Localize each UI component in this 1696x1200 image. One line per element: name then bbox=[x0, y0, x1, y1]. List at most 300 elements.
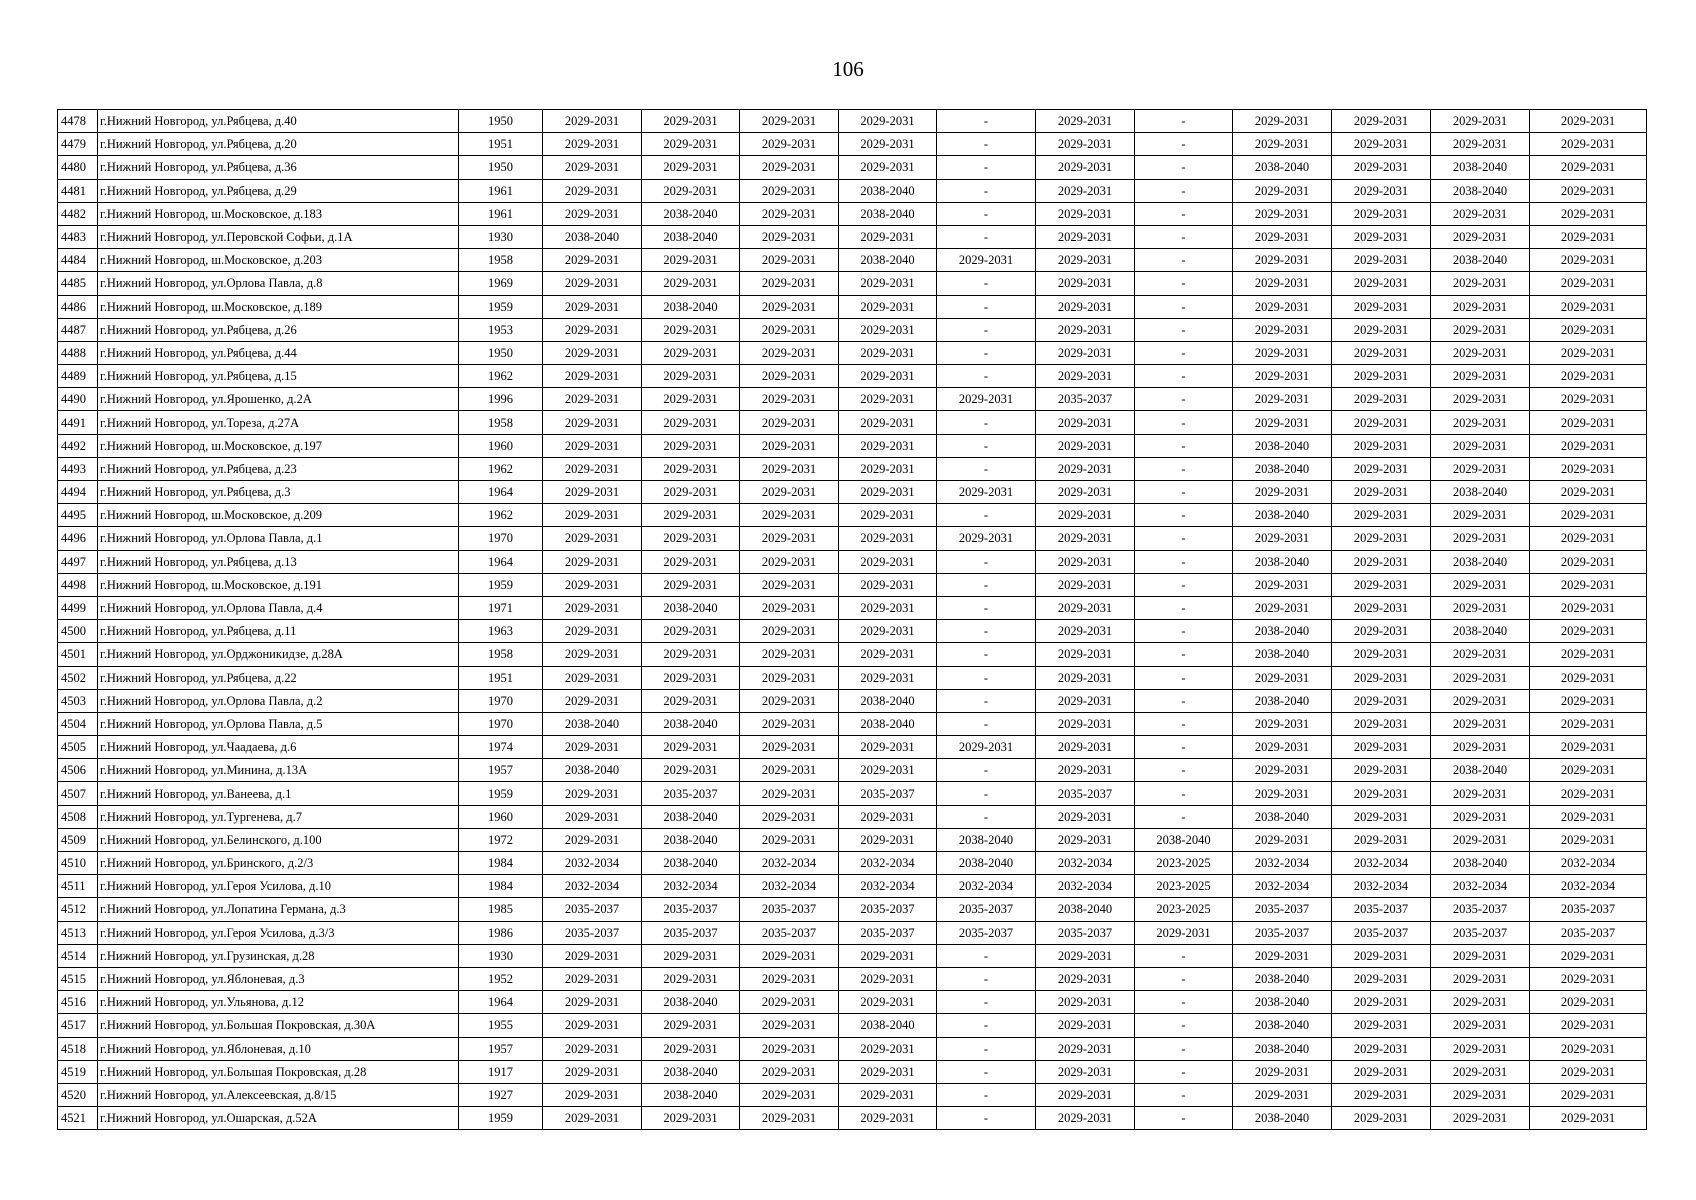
period-cell-10: 2029-2031 bbox=[1431, 504, 1530, 527]
period-cell-6: 2029-2031 bbox=[1036, 179, 1135, 202]
period-cell-4: 2029-2031 bbox=[839, 457, 937, 480]
period-cell-2: 2029-2031 bbox=[642, 759, 740, 782]
period-cell-3: 2029-2031 bbox=[740, 133, 839, 156]
row-number-cell: 4480 bbox=[58, 156, 98, 179]
period-cell-6: 2029-2031 bbox=[1036, 133, 1135, 156]
address-cell: г.Нижний Новгород, ул.Рябцева, д.13 bbox=[98, 550, 459, 573]
period-cell-2: 2038-2040 bbox=[642, 295, 740, 318]
year-built-cell: 1969 bbox=[459, 272, 543, 295]
period-cell-8: 2038-2040 bbox=[1233, 1037, 1332, 1060]
period-cell-7: - bbox=[1135, 318, 1233, 341]
period-cell-7: 2023-2025 bbox=[1135, 852, 1233, 875]
period-cell-1: 2029-2031 bbox=[543, 434, 642, 457]
address-cell: г.Нижний Новгород, ул.Яблоневая, д.3 bbox=[98, 967, 459, 990]
period-cell-8: 2038-2040 bbox=[1233, 550, 1332, 573]
period-cell-10: 2029-2031 bbox=[1431, 805, 1530, 828]
period-cell-2: 2038-2040 bbox=[642, 596, 740, 619]
period-cell-3: 2029-2031 bbox=[740, 967, 839, 990]
period-cell-10: 2029-2031 bbox=[1431, 1083, 1530, 1106]
year-built-cell: 1962 bbox=[459, 365, 543, 388]
period-cell-2: 2035-2037 bbox=[642, 921, 740, 944]
period-cell-9: 2029-2031 bbox=[1332, 828, 1431, 851]
period-cell-1: 2038-2040 bbox=[543, 225, 642, 248]
year-built-cell: 1961 bbox=[459, 202, 543, 225]
period-cell-7: - bbox=[1135, 620, 1233, 643]
period-cell-1: 2029-2031 bbox=[543, 1060, 642, 1083]
period-cell-4: 2029-2031 bbox=[839, 1060, 937, 1083]
table-row bbox=[58, 1060, 1647, 1083]
period-cell-8: 2029-2031 bbox=[1233, 411, 1332, 434]
table-row bbox=[58, 481, 1647, 504]
period-cell-4: 2029-2031 bbox=[839, 272, 937, 295]
period-cell-3: 2029-2031 bbox=[740, 249, 839, 272]
period-cell-8: 2038-2040 bbox=[1233, 434, 1332, 457]
address-cell: г.Нижний Новгород, ул.Орлова Павла, д.4 bbox=[98, 596, 459, 619]
table-row bbox=[58, 202, 1647, 225]
row-number-cell: 4494 bbox=[58, 481, 98, 504]
period-cell-3: 2032-2034 bbox=[740, 852, 839, 875]
period-cell-6: 2029-2031 bbox=[1036, 1083, 1135, 1106]
period-cell-3: 2029-2031 bbox=[740, 388, 839, 411]
period-cell-9: 2029-2031 bbox=[1332, 550, 1431, 573]
period-cell-8: 2029-2031 bbox=[1233, 573, 1332, 596]
period-cell-9: 2029-2031 bbox=[1332, 736, 1431, 759]
period-cell-11: 2029-2031 bbox=[1530, 759, 1647, 782]
page-number: 106 bbox=[832, 57, 864, 81]
address-cell: г.Нижний Новгород, ш.Московское, д.209 bbox=[98, 504, 459, 527]
period-cell-4: 2029-2031 bbox=[839, 434, 937, 457]
period-cell-11: 2029-2031 bbox=[1530, 481, 1647, 504]
period-cell-7: - bbox=[1135, 550, 1233, 573]
table-row bbox=[58, 736, 1647, 759]
period-cell-11: 2029-2031 bbox=[1530, 179, 1647, 202]
period-cell-6: 2029-2031 bbox=[1036, 967, 1135, 990]
period-cell-5: - bbox=[937, 1107, 1036, 1130]
row-number-cell: 4486 bbox=[58, 295, 98, 318]
table-row bbox=[58, 991, 1647, 1014]
period-cell-7: 2023-2025 bbox=[1135, 898, 1233, 921]
period-cell-7: - bbox=[1135, 944, 1233, 967]
period-cell-7: - bbox=[1135, 1107, 1233, 1130]
period-cell-7: - bbox=[1135, 272, 1233, 295]
table-row bbox=[58, 596, 1647, 619]
period-cell-9: 2029-2031 bbox=[1332, 179, 1431, 202]
period-cell-11: 2029-2031 bbox=[1530, 434, 1647, 457]
period-cell-6: 2029-2031 bbox=[1036, 272, 1135, 295]
period-cell-10: 2029-2031 bbox=[1431, 1107, 1530, 1130]
period-cell-10: 2029-2031 bbox=[1431, 388, 1530, 411]
period-cell-2: 2029-2031 bbox=[642, 341, 740, 364]
row-number-cell: 4510 bbox=[58, 852, 98, 875]
period-cell-8: 2038-2040 bbox=[1233, 1107, 1332, 1130]
period-cell-9: 2029-2031 bbox=[1332, 527, 1431, 550]
year-built-cell: 1958 bbox=[459, 249, 543, 272]
year-built-cell: 1962 bbox=[459, 504, 543, 527]
table-row bbox=[58, 388, 1647, 411]
period-cell-10: 2029-2031 bbox=[1431, 133, 1530, 156]
period-cell-2: 2029-2031 bbox=[642, 1107, 740, 1130]
period-cell-3: 2029-2031 bbox=[740, 202, 839, 225]
period-cell-9: 2029-2031 bbox=[1332, 1037, 1431, 1060]
period-cell-9: 2029-2031 bbox=[1332, 991, 1431, 1014]
period-cell-11: 2029-2031 bbox=[1530, 411, 1647, 434]
period-cell-9: 2029-2031 bbox=[1332, 573, 1431, 596]
period-cell-7: - bbox=[1135, 179, 1233, 202]
period-cell-2: 2029-2031 bbox=[642, 1037, 740, 1060]
period-cell-10: 2035-2037 bbox=[1431, 921, 1530, 944]
year-built-cell: 1952 bbox=[459, 967, 543, 990]
period-cell-1: 2029-2031 bbox=[543, 365, 642, 388]
period-cell-10: 2029-2031 bbox=[1431, 365, 1530, 388]
period-cell-10: 2038-2040 bbox=[1431, 550, 1530, 573]
period-cell-6: 2029-2031 bbox=[1036, 828, 1135, 851]
row-number-cell: 4491 bbox=[58, 411, 98, 434]
period-cell-6: 2029-2031 bbox=[1036, 805, 1135, 828]
year-built-cell: 1957 bbox=[459, 759, 543, 782]
period-cell-1: 2029-2031 bbox=[543, 643, 642, 666]
period-cell-6: 2029-2031 bbox=[1036, 249, 1135, 272]
address-cell: г.Нижний Новгород, ул.Алексеевская, д.8/15 bbox=[98, 1083, 459, 1106]
period-cell-2: 2029-2031 bbox=[642, 689, 740, 712]
period-cell-7: - bbox=[1135, 225, 1233, 248]
period-cell-5: - bbox=[937, 365, 1036, 388]
period-cell-1: 2035-2037 bbox=[543, 898, 642, 921]
period-cell-7: - bbox=[1135, 712, 1233, 735]
period-cell-7: - bbox=[1135, 411, 1233, 434]
year-built-cell: 1984 bbox=[459, 852, 543, 875]
period-cell-4: 2029-2031 bbox=[839, 1037, 937, 1060]
period-cell-3: 2029-2031 bbox=[740, 295, 839, 318]
period-cell-6: 2029-2031 bbox=[1036, 1037, 1135, 1060]
period-cell-10: 2029-2031 bbox=[1431, 341, 1530, 364]
period-cell-1: 2029-2031 bbox=[543, 179, 642, 202]
address-cell: г.Нижний Новгород, ул.Рябцева, д.29 bbox=[98, 179, 459, 202]
address-cell: г.Нижний Новгород, ш.Московское, д.189 bbox=[98, 295, 459, 318]
period-cell-1: 2029-2031 bbox=[543, 110, 642, 133]
year-built-cell: 1971 bbox=[459, 596, 543, 619]
table-row bbox=[58, 689, 1647, 712]
table-row bbox=[58, 110, 1647, 133]
table-row bbox=[58, 967, 1647, 990]
row-number-cell: 4495 bbox=[58, 504, 98, 527]
period-cell-2: 2038-2040 bbox=[642, 202, 740, 225]
row-number-cell: 4519 bbox=[58, 1060, 98, 1083]
period-cell-9: 2029-2031 bbox=[1332, 1083, 1431, 1106]
year-built-cell: 1958 bbox=[459, 643, 543, 666]
period-cell-4: 2032-2034 bbox=[839, 875, 937, 898]
period-cell-10: 2029-2031 bbox=[1431, 573, 1530, 596]
year-built-cell: 1960 bbox=[459, 805, 543, 828]
period-cell-2: 2038-2040 bbox=[642, 225, 740, 248]
period-cell-5: 2029-2031 bbox=[937, 388, 1036, 411]
period-cell-7: 2038-2040 bbox=[1135, 828, 1233, 851]
row-number-cell: 4496 bbox=[58, 527, 98, 550]
period-cell-1: 2029-2031 bbox=[543, 689, 642, 712]
period-cell-4: 2029-2031 bbox=[839, 550, 937, 573]
period-cell-11: 2029-2031 bbox=[1530, 388, 1647, 411]
period-cell-6: 2029-2031 bbox=[1036, 341, 1135, 364]
period-cell-1: 2029-2031 bbox=[543, 318, 642, 341]
period-cell-2: 2029-2031 bbox=[642, 967, 740, 990]
period-cell-1: 2032-2034 bbox=[543, 875, 642, 898]
period-cell-10: 2029-2031 bbox=[1431, 527, 1530, 550]
period-cell-9: 2029-2031 bbox=[1332, 318, 1431, 341]
period-cell-2: 2029-2031 bbox=[642, 1014, 740, 1037]
year-built-cell: 1970 bbox=[459, 689, 543, 712]
period-cell-9: 2035-2037 bbox=[1332, 898, 1431, 921]
period-cell-1: 2029-2031 bbox=[543, 249, 642, 272]
period-cell-4: 2029-2031 bbox=[839, 991, 937, 1014]
period-cell-8: 2038-2040 bbox=[1233, 504, 1332, 527]
period-cell-6: 2029-2031 bbox=[1036, 944, 1135, 967]
row-number-cell: 4518 bbox=[58, 1037, 98, 1060]
period-cell-10: 2029-2031 bbox=[1431, 411, 1530, 434]
period-cell-5: - bbox=[937, 133, 1036, 156]
period-cell-4: 2035-2037 bbox=[839, 782, 937, 805]
row-number-cell: 4511 bbox=[58, 875, 98, 898]
period-cell-5: - bbox=[937, 782, 1036, 805]
period-cell-6: 2038-2040 bbox=[1036, 898, 1135, 921]
period-cell-7: - bbox=[1135, 596, 1233, 619]
period-cell-4: 2029-2031 bbox=[839, 666, 937, 689]
period-cell-6: 2029-2031 bbox=[1036, 481, 1135, 504]
period-cell-3: 2029-2031 bbox=[740, 1060, 839, 1083]
period-cell-10: 2032-2034 bbox=[1431, 875, 1530, 898]
period-cell-3: 2029-2031 bbox=[740, 434, 839, 457]
period-cell-1: 2029-2031 bbox=[543, 156, 642, 179]
period-cell-8: 2029-2031 bbox=[1233, 527, 1332, 550]
period-cell-11: 2029-2031 bbox=[1530, 828, 1647, 851]
period-cell-8: 2029-2031 bbox=[1233, 388, 1332, 411]
period-cell-9: 2029-2031 bbox=[1332, 689, 1431, 712]
year-built-cell: 1964 bbox=[459, 481, 543, 504]
row-number-cell: 4512 bbox=[58, 898, 98, 921]
year-built-cell: 1953 bbox=[459, 318, 543, 341]
period-cell-2: 2035-2037 bbox=[642, 898, 740, 921]
period-cell-8: 2029-2031 bbox=[1233, 110, 1332, 133]
table-row bbox=[58, 944, 1647, 967]
period-cell-8: 2038-2040 bbox=[1233, 620, 1332, 643]
year-built-cell: 1957 bbox=[459, 1037, 543, 1060]
period-cell-1: 2029-2031 bbox=[543, 573, 642, 596]
address-cell: г.Нижний Новгород, ул.Рябцева, д.20 bbox=[98, 133, 459, 156]
period-cell-4: 2029-2031 bbox=[839, 504, 937, 527]
period-cell-10: 2029-2031 bbox=[1431, 782, 1530, 805]
period-cell-4: 2029-2031 bbox=[839, 828, 937, 851]
period-cell-7: - bbox=[1135, 689, 1233, 712]
period-cell-9: 2029-2031 bbox=[1332, 457, 1431, 480]
period-cell-10: 2029-2031 bbox=[1431, 944, 1530, 967]
period-cell-6: 2029-2031 bbox=[1036, 550, 1135, 573]
period-cell-4: 2029-2031 bbox=[839, 318, 937, 341]
period-cell-1: 2035-2037 bbox=[543, 921, 642, 944]
period-cell-9: 2029-2031 bbox=[1332, 434, 1431, 457]
period-cell-5: - bbox=[937, 110, 1036, 133]
period-cell-3: 2029-2031 bbox=[740, 712, 839, 735]
period-cell-4: 2029-2031 bbox=[839, 295, 937, 318]
period-cell-8: 2038-2040 bbox=[1233, 805, 1332, 828]
period-cell-8: 2029-2031 bbox=[1233, 341, 1332, 364]
period-cell-3: 2029-2031 bbox=[740, 1037, 839, 1060]
period-cell-11: 2029-2031 bbox=[1530, 991, 1647, 1014]
period-cell-7: - bbox=[1135, 527, 1233, 550]
address-cell: г.Нижний Новгород, ул.Тореза, д.27А bbox=[98, 411, 459, 434]
table-row bbox=[58, 365, 1647, 388]
period-cell-8: 2038-2040 bbox=[1233, 643, 1332, 666]
period-cell-7: - bbox=[1135, 967, 1233, 990]
year-built-cell: 1959 bbox=[459, 295, 543, 318]
period-cell-10: 2029-2031 bbox=[1431, 295, 1530, 318]
period-cell-3: 2029-2031 bbox=[740, 944, 839, 967]
period-cell-1: 2029-2031 bbox=[543, 272, 642, 295]
row-number-cell: 4502 bbox=[58, 666, 98, 689]
period-cell-9: 2029-2031 bbox=[1332, 133, 1431, 156]
period-cell-11: 2029-2031 bbox=[1530, 1014, 1647, 1037]
period-cell-9: 2029-2031 bbox=[1332, 944, 1431, 967]
period-cell-8: 2038-2040 bbox=[1233, 689, 1332, 712]
address-cell: г.Нижний Новгород, ул.Ульянова, д.12 bbox=[98, 991, 459, 1014]
table-row bbox=[58, 156, 1647, 179]
period-cell-3: 2029-2031 bbox=[740, 110, 839, 133]
period-cell-2: 2029-2031 bbox=[642, 643, 740, 666]
period-cell-10: 2029-2031 bbox=[1431, 1037, 1530, 1060]
period-cell-6: 2029-2031 bbox=[1036, 411, 1135, 434]
period-cell-5: - bbox=[937, 341, 1036, 364]
period-cell-2: 2038-2040 bbox=[642, 712, 740, 735]
period-cell-6: 2029-2031 bbox=[1036, 620, 1135, 643]
period-cell-2: 2038-2040 bbox=[642, 805, 740, 828]
period-cell-11: 2029-2031 bbox=[1530, 1037, 1647, 1060]
table-row bbox=[58, 550, 1647, 573]
period-cell-6: 2029-2031 bbox=[1036, 156, 1135, 179]
period-cell-8: 2029-2031 bbox=[1233, 1083, 1332, 1106]
period-cell-4: 2029-2031 bbox=[839, 643, 937, 666]
address-cell: г.Нижний Новгород, ш.Московское, д.191 bbox=[98, 573, 459, 596]
period-cell-3: 2029-2031 bbox=[740, 1083, 839, 1106]
period-cell-2: 2029-2031 bbox=[642, 388, 740, 411]
period-cell-3: 2035-2037 bbox=[740, 898, 839, 921]
address-cell: г.Нижний Новгород, ул.Бринского, д.2/3 bbox=[98, 852, 459, 875]
period-cell-1: 2029-2031 bbox=[543, 504, 642, 527]
period-cell-5: - bbox=[937, 504, 1036, 527]
period-cell-9: 2029-2031 bbox=[1332, 666, 1431, 689]
period-cell-9: 2029-2031 bbox=[1332, 481, 1431, 504]
period-cell-2: 2029-2031 bbox=[642, 365, 740, 388]
period-cell-3: 2029-2031 bbox=[740, 365, 839, 388]
table-row bbox=[58, 620, 1647, 643]
period-cell-4: 2029-2031 bbox=[839, 365, 937, 388]
row-number-cell: 4513 bbox=[58, 921, 98, 944]
period-cell-8: 2029-2031 bbox=[1233, 365, 1332, 388]
period-cell-11: 2029-2031 bbox=[1530, 643, 1647, 666]
table-row bbox=[58, 921, 1647, 944]
period-cell-9: 2029-2031 bbox=[1332, 156, 1431, 179]
period-cell-10: 2038-2040 bbox=[1431, 249, 1530, 272]
period-cell-3: 2029-2031 bbox=[740, 272, 839, 295]
period-cell-4: 2035-2037 bbox=[839, 921, 937, 944]
address-cell: г.Нижний Новгород, ул.Ошарская, д.52А bbox=[98, 1107, 459, 1130]
year-built-cell: 1986 bbox=[459, 921, 543, 944]
period-cell-11: 2029-2031 bbox=[1530, 527, 1647, 550]
period-cell-9: 2029-2031 bbox=[1332, 1060, 1431, 1083]
period-cell-8: 2029-2031 bbox=[1233, 225, 1332, 248]
period-cell-1: 2032-2034 bbox=[543, 852, 642, 875]
period-cell-9: 2029-2031 bbox=[1332, 295, 1431, 318]
period-cell-4: 2029-2031 bbox=[839, 1107, 937, 1130]
period-cell-7: - bbox=[1135, 504, 1233, 527]
period-cell-7: - bbox=[1135, 805, 1233, 828]
period-cell-6: 2029-2031 bbox=[1036, 295, 1135, 318]
period-cell-7: - bbox=[1135, 249, 1233, 272]
period-cell-2: 2029-2031 bbox=[642, 481, 740, 504]
period-cell-4: 2029-2031 bbox=[839, 110, 937, 133]
period-cell-1: 2029-2031 bbox=[543, 666, 642, 689]
period-cell-6: 2029-2031 bbox=[1036, 666, 1135, 689]
period-cell-5: - bbox=[937, 643, 1036, 666]
period-cell-6: 2029-2031 bbox=[1036, 643, 1135, 666]
row-number-cell: 4500 bbox=[58, 620, 98, 643]
period-cell-7: - bbox=[1135, 388, 1233, 411]
table-row bbox=[58, 666, 1647, 689]
period-cell-7: - bbox=[1135, 341, 1233, 364]
period-cell-4: 2029-2031 bbox=[839, 156, 937, 179]
period-cell-1: 2038-2040 bbox=[543, 759, 642, 782]
period-cell-1: 2029-2031 bbox=[543, 596, 642, 619]
period-cell-9: 2029-2031 bbox=[1332, 341, 1431, 364]
period-cell-11: 2029-2031 bbox=[1530, 133, 1647, 156]
period-cell-6: 2029-2031 bbox=[1036, 365, 1135, 388]
address-cell: г.Нижний Новгород, ул.Рябцева, д.23 bbox=[98, 457, 459, 480]
period-cell-5: 2029-2031 bbox=[937, 736, 1036, 759]
period-cell-7: - bbox=[1135, 1083, 1233, 1106]
period-cell-7: - bbox=[1135, 457, 1233, 480]
period-cell-7: - bbox=[1135, 365, 1233, 388]
period-cell-1: 2029-2031 bbox=[543, 1083, 642, 1106]
period-cell-8: 2038-2040 bbox=[1233, 967, 1332, 990]
address-cell: г.Нижний Новгород, ул.Героя Усилова, д.3/3 bbox=[98, 921, 459, 944]
period-cell-11: 2032-2034 bbox=[1530, 852, 1647, 875]
period-cell-10: 2029-2031 bbox=[1431, 596, 1530, 619]
period-cell-4: 2038-2040 bbox=[839, 689, 937, 712]
period-cell-4: 2029-2031 bbox=[839, 596, 937, 619]
period-cell-3: 2029-2031 bbox=[740, 481, 839, 504]
period-cell-6: 2029-2031 bbox=[1036, 712, 1135, 735]
period-cell-9: 2029-2031 bbox=[1332, 620, 1431, 643]
row-number-cell: 4521 bbox=[58, 1107, 98, 1130]
table-row bbox=[58, 295, 1647, 318]
period-cell-11: 2029-2031 bbox=[1530, 944, 1647, 967]
period-cell-5: - bbox=[937, 1060, 1036, 1083]
period-cell-10: 2029-2031 bbox=[1431, 457, 1530, 480]
period-cell-10: 2029-2031 bbox=[1431, 736, 1530, 759]
row-number-cell: 4501 bbox=[58, 643, 98, 666]
row-number-cell: 4489 bbox=[58, 365, 98, 388]
period-cell-2: 2038-2040 bbox=[642, 1060, 740, 1083]
period-cell-4: 2029-2031 bbox=[839, 944, 937, 967]
period-cell-11: 2029-2031 bbox=[1530, 712, 1647, 735]
table-row bbox=[58, 434, 1647, 457]
period-cell-10: 2029-2031 bbox=[1431, 643, 1530, 666]
year-built-cell: 1958 bbox=[459, 411, 543, 434]
period-cell-6: 2029-2031 bbox=[1036, 1014, 1135, 1037]
period-cell-11: 2029-2031 bbox=[1530, 295, 1647, 318]
row-number-cell: 4485 bbox=[58, 272, 98, 295]
period-cell-5: - bbox=[937, 272, 1036, 295]
period-cell-8: 2038-2040 bbox=[1233, 156, 1332, 179]
address-cell: г.Нижний Новгород, ул.Орлова Павла, д.2 bbox=[98, 689, 459, 712]
period-cell-2: 2038-2040 bbox=[642, 1083, 740, 1106]
period-cell-3: 2029-2031 bbox=[740, 225, 839, 248]
